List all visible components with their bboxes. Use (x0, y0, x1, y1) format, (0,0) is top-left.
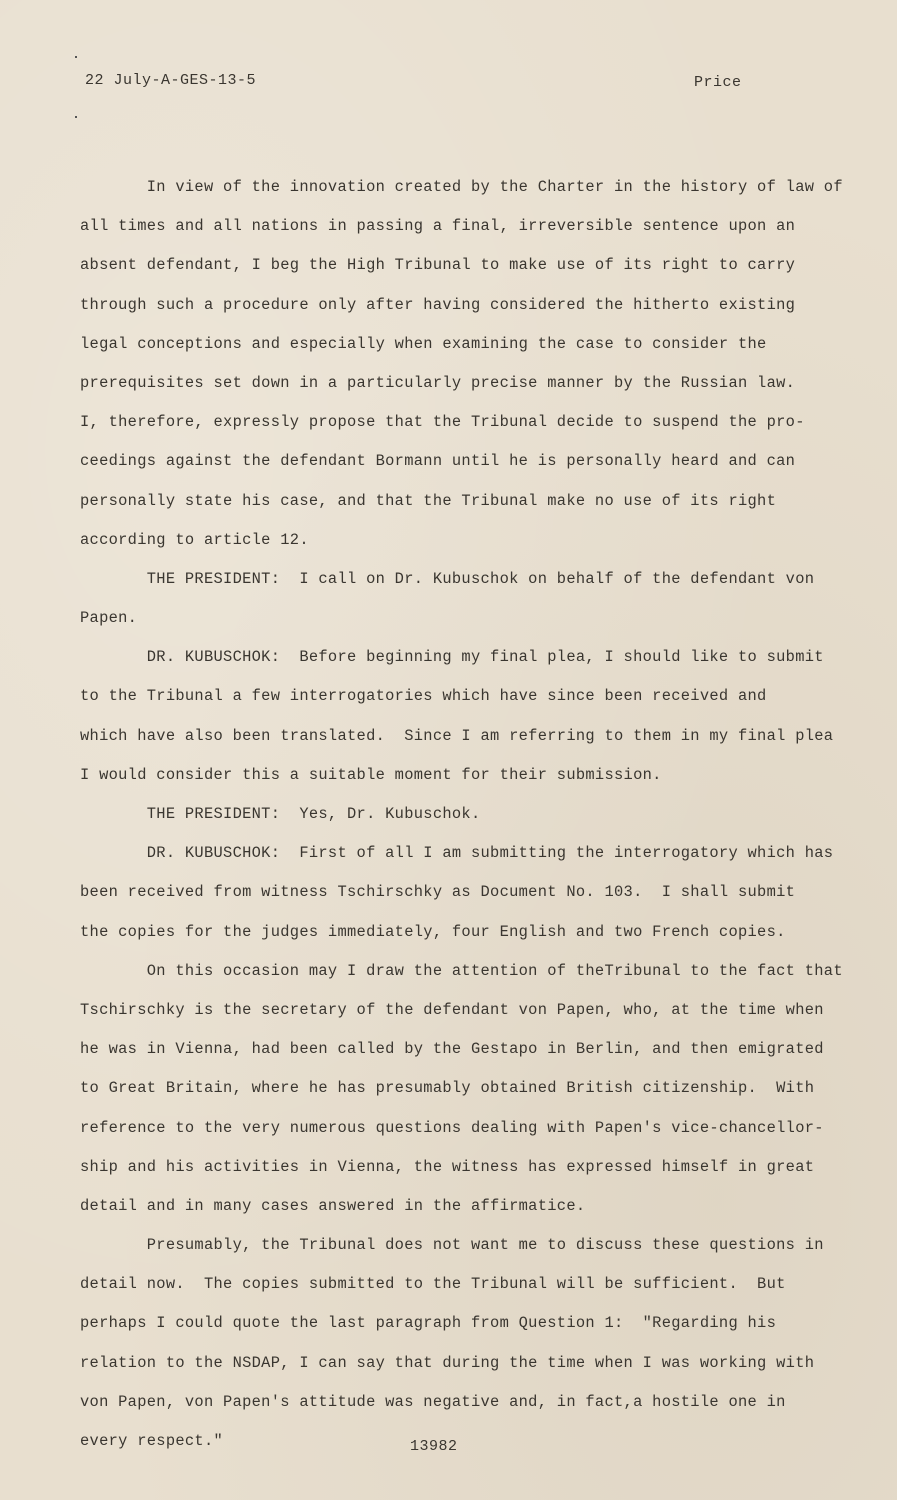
text-line: absent defendant, I beg the High Tribunal to make use of its right to carry (80, 256, 796, 275)
text-line: through such a procedure only after having considered the hitherto existing (80, 295, 796, 314)
speaker-name: Price (694, 74, 742, 91)
margin-mark (75, 116, 77, 118)
transcript-body (80, 168, 850, 1461)
text-line: to the Tribunal a few interrogatories which have since been received and (80, 687, 767, 706)
text-line: ship and his activities in Vienna, the witness has expressed himself in great (80, 1157, 815, 1176)
text-line: according to article 12. (80, 530, 309, 549)
text-line: detail now. The copies submitted to the Tribunal will be sufficient. But (80, 1275, 786, 1294)
text-line: he was in Vienna, had been called by the Gestapo in Berlin, and then emigrated (80, 1040, 824, 1059)
text-line: which have also been translated. Since I am referring to them in my final plea (80, 726, 834, 745)
text-line: von Papen, von Papen's attitude was negative and, in fact,a hostile one in (80, 1392, 786, 1411)
text-line: On this occasion may I draw the attention of theTribunal to the fact that (80, 961, 843, 980)
text-line: Tschirschky is the secretary of the defendant von Papen, who, at the time when (80, 1000, 824, 1019)
text-line: legal conceptions and especially when examining the case to consider the (80, 334, 767, 353)
text-line: personally state his case, and that the Tribunal make no use of its right (80, 491, 777, 510)
text-line: the copies for the judges immediately, four English and two French copies. (80, 922, 786, 941)
text-line: THE PRESIDENT: I call on Dr. Kubuschok on behalf of the defendant von (80, 569, 815, 588)
text-line: perhaps I could quote the last paragraph from Question 1: "Regarding his (80, 1314, 777, 1333)
text-line: reference to the very numerous questions dealing with Papen's vice-chancellor- (80, 1118, 824, 1137)
text-line: Papen. (80, 609, 138, 628)
text-line: I would consider this a suitable moment for their submission. (80, 765, 662, 784)
text-line: I, therefore, expressly propose that the Tribunal decide to suspend the pro- (80, 413, 805, 432)
text-line: to Great Britain, where he has presumably obtained British citizenship. With (80, 1079, 815, 1098)
text-line: In view of the innovation created by the Charter in the history of law of (80, 178, 843, 196)
text-line: DR. KUBUSCHOK: Before beginning my final plea, I should like to submit (80, 648, 824, 667)
text-line: ceedings against the defendant Bormann until he is personally heard and can (80, 452, 796, 471)
text-line: detail and in many cases answered in the affirmatice. (80, 1196, 586, 1215)
text-line: relation to the NSDAP, I can say that during the time when I was working with (80, 1353, 815, 1372)
margin-mark (75, 56, 77, 58)
text-line: been received from witness Tschirschky as Document No. 103. I shall submit (80, 883, 796, 902)
transcript-reference: 22 July-A-GES-13-5 (85, 72, 257, 89)
text-line: all times and all nations in passing a final, irreversible sentence upon an (80, 217, 796, 236)
text-line: Presumably, the Tribunal does not want me to discuss these questions in (80, 1236, 824, 1255)
text-line: every respect." (80, 1432, 224, 1450)
page-number: 13982 (410, 1438, 458, 1455)
text-line: THE PRESIDENT: Yes, Dr. Kubuschok. (80, 805, 481, 823)
text-line: DR. KUBUSCHOK: First of all I am submitting the interrogatory which has (80, 844, 834, 863)
text-line: prerequisites set down in a particularly precise manner by the Russian law. (80, 373, 796, 392)
